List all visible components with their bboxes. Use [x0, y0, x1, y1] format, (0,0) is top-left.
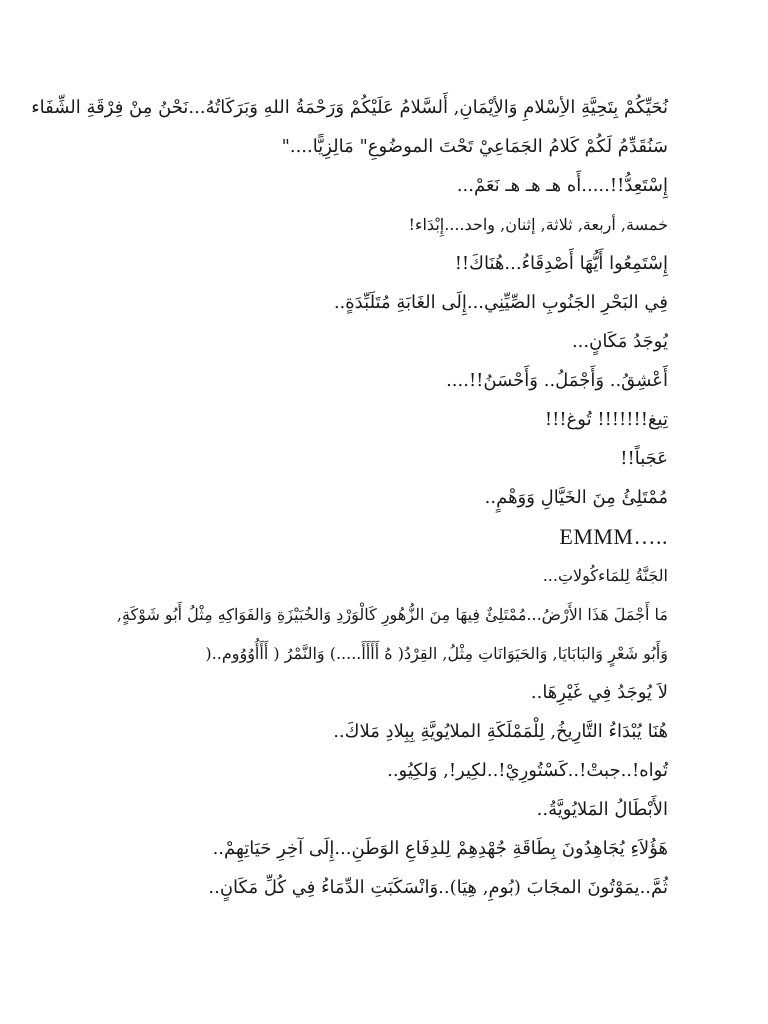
poem-text-block — [31, 88, 668, 907]
text-line: سَنُقَدِّمُ لَكُمْ كَلامُ الجَمَاعِيْ تَحْتَ الموضُوعِ" مَالِزِيًّا...." — [281, 136, 668, 157]
text-line: تِيغ!!!!!!! تُوغ!!! — [544, 409, 668, 430]
text-line: وَأَبُو شَعْرٍ وَالبَابَايَا, وَالحَيَوَانَاتِ مِثْلُ, القِرْدُ( هُ أَأَأَأَ.....) وَالنَّمْرُ ( أَأَأُوُوُوم..( — [205, 644, 668, 663]
text-line: هُنَا يُبْدَاءُ التَّارِيخُ, لِلْمَمْلَكَةِ الملايُويَّةِ بِبِلادِ مَلاكَ.. — [333, 721, 668, 742]
text-line: مَا أَجْمَلَ هَذَا الأَرْضُ...مُمْتَلِئٌ فِيهَا مِنَ الزُّهُورِ كَالْوَرْدِ وَالخُبَيْزَةِ وَالفَوَاكِهِ مِثْلُ أَبُو شَوْكَةٍ, — [116, 605, 668, 624]
text-line: نُحَيِّكُمْ بِتَحِيَّةِ الأِسْلامِ وَالأِيْمَانِ, أَلسَّلامُ عَلَيْكُمْ وَرَحْمَةُ اللهِ وَبَرَكَاتُهُ...نَحْنُ مِنْ فِرْقَةِ الشِّفَاء — [31, 97, 668, 118]
text-line: هَؤُلاَءِ يُجَاهِدُونَ بِطَاقَةِ جُهْدِهِمْ لِلدِفَاعِ الوَطَنِ...إِلَى آخِرِ حَيَاتِهِمْ.. — [212, 838, 668, 859]
text-line: الأَبْطَالُ المَلايُويَّةُ.. — [536, 799, 668, 820]
text-line: مُمْتَلِئُ مِنَ الخَيَّالِ وَوَهْمٍ.. — [484, 487, 668, 508]
text-line: يُوجَدُ مَكَانٍ... — [571, 331, 668, 352]
text-line: لاَ يُوجَدُ فِي غَيْرِهَا.. — [530, 682, 668, 703]
text-line: إِسْتَعِدُّ!!.....أَه هـ هـ هـ نَعَمْ... — [456, 175, 668, 196]
text-line: أَعْشِقُ.. وَأَجْمَلُ.. وَأَحْسَنُ!!.... — [446, 370, 668, 391]
text-line: ثُمَّ..يمَوْتُونَ المجَابَ (بُومِ, هِيَا)..وَانْسَكَبَتِ الدِّمَاءُ فِي كُلِّ مَكَانٍ.. — [208, 877, 668, 898]
text-line: إِسْتَمِعُوا أَيُّهَا أَصْدِقَاءُ...هُنَاكَ!! — [454, 253, 668, 274]
text-line: فِي البَحْرِ الجَنُوبِ الصِّيِّنِي...إِلَى الغَابَةِ مُتَلَبِّدَةٍ.. — [333, 292, 668, 313]
text-line: خمسة, أربعة, ثلاثة, إثنان, واحد....إِبْدَاء! — [408, 215, 668, 234]
text-line: عَجَباً!! — [620, 448, 668, 469]
text-line: الجَنَّةُ لِلمَاءكُولاتِ... — [542, 566, 668, 585]
text-line-latin: EMMM….. — [559, 524, 668, 549]
text-line: تُواه!..جبتْ!..كَسْتُورِيْ!..لكِير!, وَلكِيُو.. — [387, 760, 668, 781]
